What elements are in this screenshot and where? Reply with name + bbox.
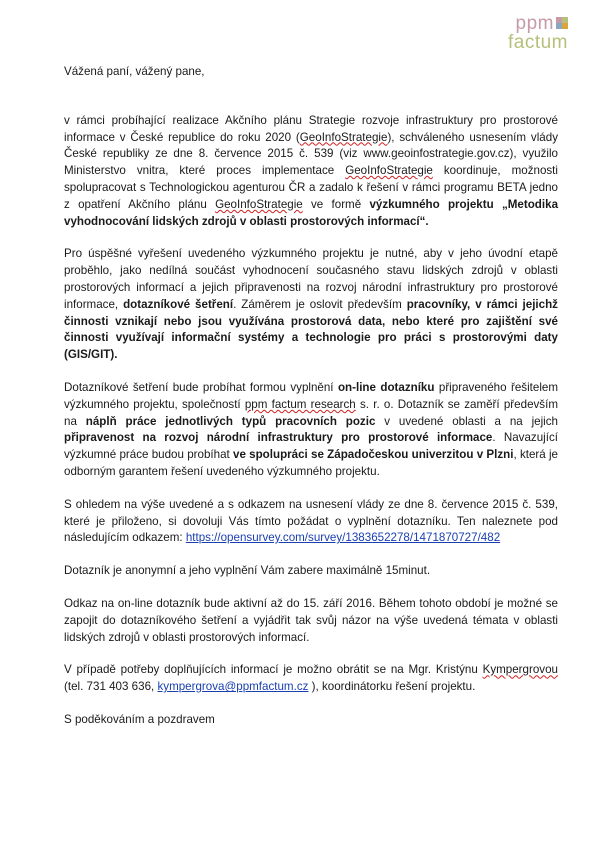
paragraph-anonymity: Dotazník je anonymní a jeho vyplnění Vám zabere maximálně 15minut. xyxy=(64,564,431,578)
bold-text: výzkumného projektu „Metodika vyhodnocování lidských zdrojů v oblasti prostorových informací“. xyxy=(64,197,559,228)
text: s. r. o. Dotazník se zaměří především na xyxy=(64,397,558,428)
text: v rámci probíhající realizace Akčního plánu Strategie rozvoje infrastruktury pro prostorové informace v České republice do roku 2020 ( xyxy=(64,113,558,144)
closing: S poděkováním a pozdravem xyxy=(64,712,215,726)
text: v uvedené oblasti a na jejich xyxy=(375,414,559,428)
survey-link[interactable]: https://opensurvey.com/survey/1383652278/1471870727/482 xyxy=(185,531,501,545)
spellcheck-word: ppm factum research xyxy=(244,397,356,411)
text: . Navazující výzkumné práce budou probíhat xyxy=(64,431,558,462)
text: . Záměrem je oslovit především xyxy=(233,297,407,311)
email-link[interactable]: kympergrova@ppmfactum.cz xyxy=(157,680,309,694)
text: ve formě xyxy=(302,197,370,211)
text: Dotazníkové šetření bude probíhat formou vyplnění xyxy=(64,380,338,394)
paragraph-intro xyxy=(64,113,558,231)
logo-text-factum: factum xyxy=(507,32,568,53)
paragraph-survey-form xyxy=(64,380,558,481)
text: V případě potřeby doplňujících informací je možno obrátit se na Mgr. Kristýnu xyxy=(64,663,483,677)
contact-name: Kympergrovou xyxy=(482,663,558,677)
paragraph-contact xyxy=(64,662,558,696)
bold-text: on-line dotazníku xyxy=(337,380,435,394)
text: připraveného řešitelem výzkumného projektu, společností xyxy=(64,380,558,411)
bold-text: ve spolupráci se Západočeskou univerzitou v Plzni xyxy=(233,448,514,462)
bold-text: připravenost na rozvoj národní infrastruktury pro prostorové informace xyxy=(64,431,493,445)
bold-text: pracovníky, v rámci jejichž činnosti vznikají nebo jsou využívána prostorová data, nebo které pro zajištění své činnosti využívají informační systémy a technologie pro práci s prostorovými daty (GIS/GIT). xyxy=(64,297,558,362)
text: S ohledem na výše uvedené a s odkazem na usnesení vlády ze dne 8. července 2015 č. 539, které je přiloženo, si dovoluji Vás tímto požádat o vyplnění dotazníku. Ten naleznete pod následujícím odkazem: xyxy=(64,497,558,545)
text: (tel. 731 403 636, xyxy=(64,680,158,694)
spellcheck-word: GeoInfoStrategie xyxy=(299,130,388,144)
greeting: Vážená paní, vážený pane, xyxy=(64,65,205,78)
paragraph-deadline: Odkaz na on-line dotazník bude aktivní až do 15. září 2016. Během tohoto období je možné se zapojit do dotazníkového šetření a vyjádřit tak svůj názor na výše uvedená témata v oblasti lidských zdrojů v oblasti prostorových informací. xyxy=(64,596,558,644)
bold-text: náplň práce jednotlivých typů pracovních pozic xyxy=(85,414,376,428)
logo-text-ppm: ppm xyxy=(515,13,554,34)
text: ), schváleného usnesením vlády České republiky ze dne 8. července 2015 č. 539 (viz www.geoinfostrategie.gov.cz), využilo Ministerstvo vnitra, které proces implementace xyxy=(64,130,558,178)
text: ), koordinátorku řešení projektu. xyxy=(308,680,476,694)
logo-squares-icon xyxy=(556,17,568,29)
spellcheck-word: GeoInfoStrategie xyxy=(215,197,303,211)
text: koordinuje, možnosti spolupracovat s Technologickou agenturou ČR a zadalo k řešení v rámci programu BETA jedno z opatření Akčního plánu xyxy=(64,164,558,211)
company-logo xyxy=(488,14,568,54)
letter-body xyxy=(64,64,558,729)
bold-text: dotazníkové šetření xyxy=(123,297,234,311)
paragraph-survey-link xyxy=(64,497,558,547)
paragraph-survey-purpose xyxy=(64,246,558,364)
spellcheck-word: GeoInfoStrategie xyxy=(345,164,433,178)
text: , která je odborným garantem řešení uvedeného výzkumného projektu. xyxy=(64,448,558,478)
text: Pro úspěšné vyřešení uvedeného výzkumného projektu je nutné, aby v jeho úvodní etapě proběhlo, jako nedílná součást vyhodnocení současného stavu lidských zdrojů v oblasti prostorových informací a jejich připravenosti na rozvoj národní infrastruktury pro prostorové informace, xyxy=(64,247,558,311)
